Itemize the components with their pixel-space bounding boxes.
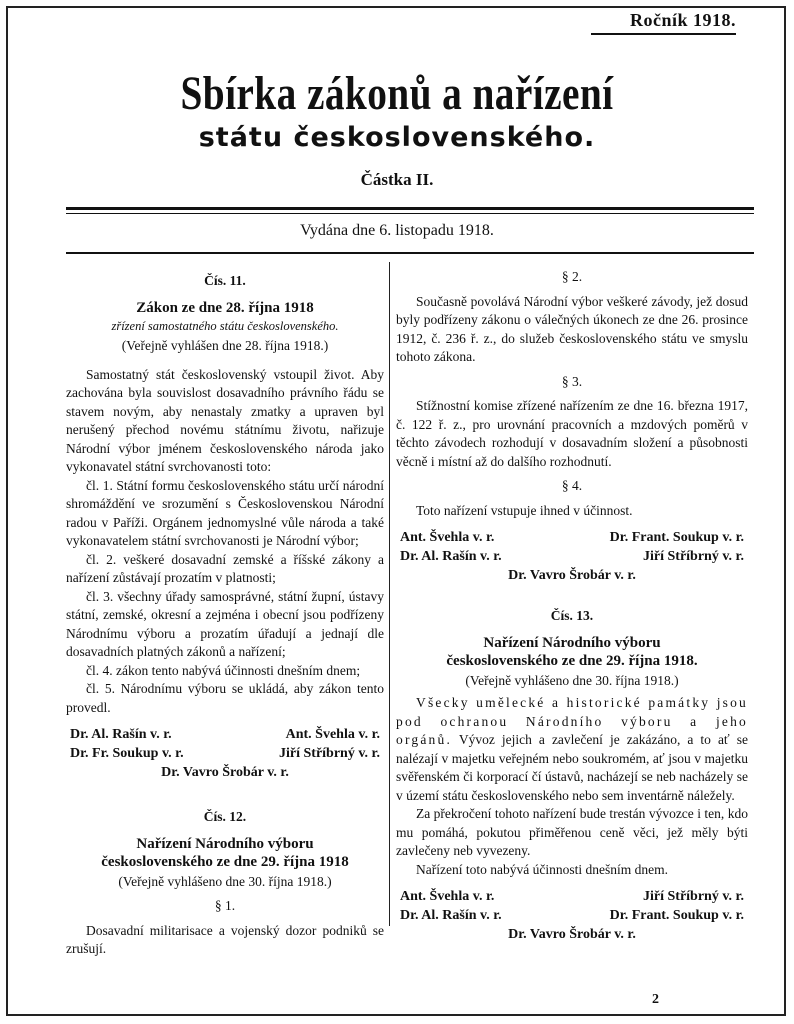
- law-12-published: (Veřejně vyhlášeno dne 30. října 1918.): [118, 873, 332, 889]
- law-13-paragraph-2: Za překročení tohoto nařízení bude trestán vývozce i ten, kdo mu pomáhá, pokutou přiměřenou ceně věci, jež měly býti zavlečeny neb vyvezeny.: [396, 806, 748, 858]
- law-12-section-4-text: Toto nařízení vstupuje ihned v účinnost.: [416, 502, 633, 518]
- issue-date: Vydána dne 6. listopadu 1918.: [300, 222, 494, 239]
- law-13-published: (Veřejně vyhlášeno dne 30. října 1918.): [465, 672, 679, 688]
- header-rule-thick: [66, 207, 754, 210]
- law-11-subtitle: zřízení samostatného státu československého.: [111, 318, 339, 333]
- law-12-number: Čís. 12.: [203, 809, 247, 824]
- law-12-signature-row-2: [396, 547, 748, 566]
- column-separator: [389, 262, 390, 926]
- signature: Dr. Fr. Soukup v. r.: [70, 746, 184, 761]
- law-12-title-line-1: Nařízení Národního výboru: [136, 835, 314, 852]
- signature: Dr. Frant. Soukup v. r.: [609, 530, 744, 545]
- law-11-number: Čís. 11.: [204, 273, 246, 288]
- law-12-section-3-text: Stížnostní komise zřízené nařízením ze dne 16. března 1917, č. 122 ř. z., pro urovnání pracovních a mzdových poměrů v těchto závodech rozhodují v dosavadním složení a působnosti věcně i místní až do dalšího rozhodnutí.: [396, 398, 748, 469]
- law-12-section-4: § 4.: [561, 478, 583, 493]
- law-13-title-line-1: Nařízení Národního výboru: [483, 634, 661, 651]
- law-11-article-3: čl. 3. všechny úřady samosprávné, státní župní, ústavy státní, zemské, okresní a zejména i obecní jsou podřízeny Národnímu výboru a prozatím úřadují a jednají dle dosavadních platných zákonů a nařízení;: [66, 588, 384, 659]
- law-12-section-1-text: Dosavadní militarisace a vojenský dozor podniků se zrušují.: [66, 922, 384, 956]
- signature: Jiří Stříbrný v. r.: [643, 889, 744, 904]
- law-11-article-4: čl. 4. zákon tento nabývá účinnosti dnešním dnem;: [86, 662, 361, 678]
- collection-title: Sbírka zákonů a nařízení: [180, 67, 614, 120]
- signature: Jiří Stříbrný v. r.: [643, 549, 744, 564]
- law-12-section-3: § 3.: [561, 373, 583, 389]
- law-12-section-2: § 2.: [561, 269, 583, 284]
- law-13-number: Čís. 13.: [550, 608, 594, 623]
- law-13-paragraph-1-rest: Vývoz jejich a zavlečení je zakázáno, a to ať se nalézají v majetku veřejném nebo soukromém, ať jsou v majetku svěřenském či korporací čí ústavů, nacházejí se neb nacházely se v území státu československého nebo sem inventárně náležely.: [396, 732, 748, 803]
- right-column: [396, 266, 748, 944]
- signature: Ant. Švehla v. r.: [400, 530, 495, 545]
- law-13-title-line-2: československého ze dne 29. října 1918.: [446, 652, 698, 669]
- page-number: 2: [652, 992, 659, 1007]
- collection-subtitle: státu československého.: [198, 122, 596, 153]
- signature: Dr. Vavro Šrobár v. r.: [161, 765, 289, 780]
- law-13-paragraph-1: [396, 694, 748, 805]
- signature: Dr. Vavro Šrobár v. r.: [508, 927, 636, 942]
- signature: Ant. Švehla v. r.: [400, 889, 495, 904]
- law-11-intro: Samostatný stát československý vstoupil život. Aby zachována byla souvislost dosavadního právního řádu se stavem novým, aby nenastaly zmatky a upraven byl nerušený přechod novému státnímu životu, nařizuje Národní výbor jménem československého národa jako vykonavatel státní svrchovanosti toto:: [66, 366, 384, 474]
- left-column: [66, 266, 384, 959]
- volume-underline: [591, 33, 736, 35]
- law-13-spaced-text: Všecky umělecké a historické památky jsou pod ochranou Národního výboru a jeho orgánů.: [396, 695, 748, 747]
- law-11-article-1: čl. 1. Státní formu československého státu určí národní shromáždění ve srozumění s Československou Národní radou v Paříži. Orgánem jednomyslné vůle národa a také vykonavatelem státní svrchovanosti je Národní výbor;: [66, 477, 384, 548]
- signature: Dr. Al. Rašín v. r.: [400, 549, 502, 564]
- signature: Jiří Stříbrný v. r.: [279, 746, 380, 761]
- law-13-paragraph-3: Nařízení toto nabývá účinnosti dnešním dnem.: [416, 861, 668, 877]
- law-11-article-2: čl. 2. veškeré dosavadní zemské a říšské zákony a nařízení zůstávají prozatím v platnosti;: [66, 551, 384, 585]
- signature: Dr. Al. Rašín v. r.: [70, 727, 172, 742]
- part-number: Částka II.: [360, 170, 434, 189]
- law-11-signature-row-2: [66, 744, 384, 763]
- law-11-published: (Veřejně vyhlášen dne 28. října 1918.): [121, 338, 329, 353]
- law-12-section-2-text: Současně povolává Národní výbor veškeré závody, jež dosud byly podřízeny zákonu o válečných úkonech ze dne 26. prosince 1912, č. 236 ř. z., do služeb československého státu ve smyslu tohoto zákona.: [396, 293, 748, 364]
- issue-rule: [66, 252, 754, 254]
- header-rule-thin: [66, 213, 754, 214]
- law-11-article-5: čl. 5. Národnímu výboru se ukládá, aby zákon tento provedl.: [66, 681, 384, 715]
- signature: Ant. Švehla v. r.: [285, 727, 380, 742]
- law-12-title-line-2: československého ze dne 29. října 1918: [101, 853, 349, 870]
- signature: Dr. Frant. Soukup v. r.: [609, 908, 744, 923]
- volume-year: Ročník 1918.: [629, 10, 736, 30]
- law-11-signature-row-1: [66, 725, 384, 744]
- law-13-signature-row-1: [396, 887, 748, 906]
- law-11-title: Zákon ze dne 28. října 1918: [136, 299, 314, 316]
- law-12-signature-row-1: [396, 528, 748, 547]
- signature: Dr. Al. Rašín v. r.: [400, 908, 502, 923]
- law-13-signature-row-2: [396, 906, 748, 925]
- signature: Dr. Vavro Šrobár v. r.: [508, 568, 636, 583]
- law-12-section-1: § 1.: [214, 898, 236, 913]
